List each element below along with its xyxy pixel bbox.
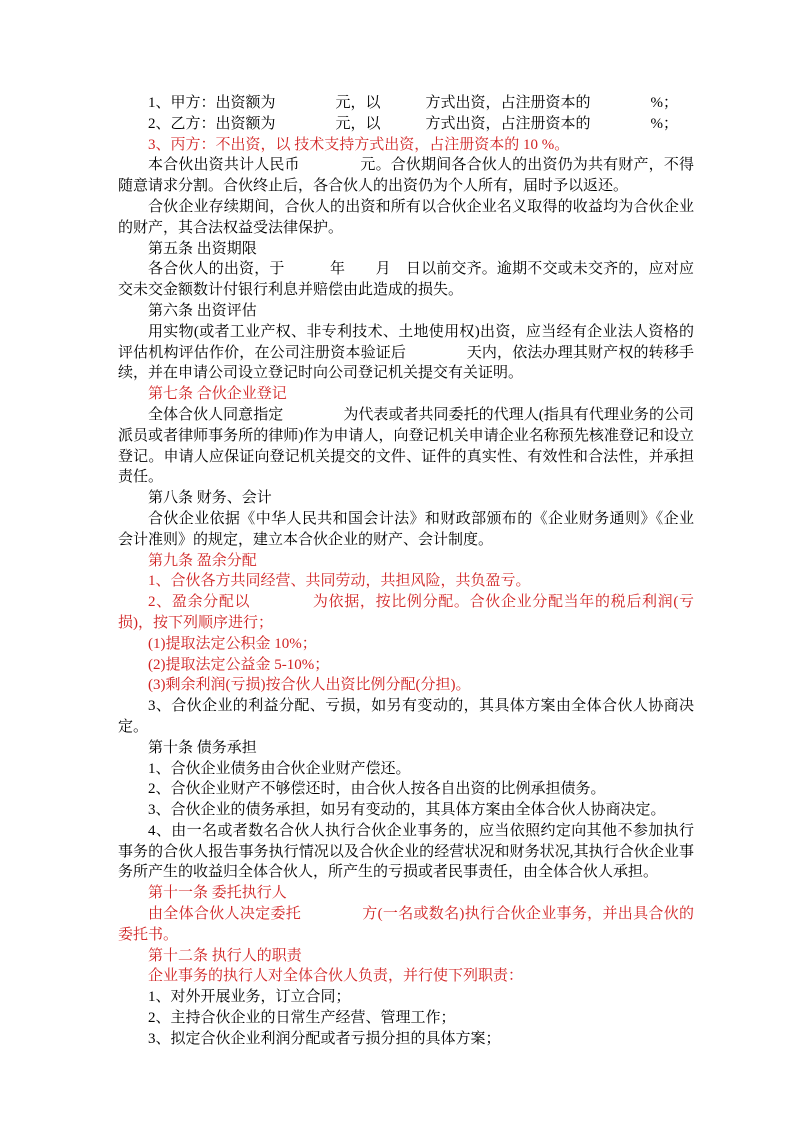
- paragraph: 第九条 盈余分配: [148, 552, 257, 569]
- paragraph: (2)提取法定公益金 5-10%；: [148, 656, 330, 673]
- paragraph: 全体合伙人同意指定 为代表或者共同委托的代理人(指具有代理业务的公司派员或者律师事务所的律师)作为申请人，向登记机关申请企业名称预先核准登记和设立登记。申请人应保证向登记机关提交的文件、证件的真实性、有效性和合法性，并承担责任。: [118, 406, 694, 486]
- paragraph: 由全体合伙人决定委托 方(一名或数名)执行合伙企业事务，并出具合伙的委托书。: [118, 906, 694, 943]
- paragraph: 1、甲方：出资额为 元，以 方式出资，占注册资本的 %；: [148, 95, 678, 111]
- document-body: [118, 93, 694, 1050]
- paragraph: 第十二条 执行人的职责: [148, 947, 302, 964]
- paragraph: 3、丙方：不出资，以 技术支持方式出资，占注册资本的 10 %。: [148, 136, 570, 153]
- paragraph: 各合伙人的出资，于 年 月 日以前交齐。逾期不交或未交齐的，应对应交未交金额数计付银行利息并赔偿由此造成的损失。: [118, 261, 694, 299]
- paragraph: 3、合伙企业的利益分配、亏损，如另有变动的，其具体方案由全体合伙人协商决定。: [118, 698, 694, 735]
- paragraph: 合伙企业存续期间，合伙人的出资和所有以合伙企业名义取得的收益均为合伙企业的财产，其合法权益受法律保护。: [118, 198, 694, 236]
- paragraph: 本合伙出资共计人民币 元。合伙期间各合伙人的出资仍为共有财产，不得随意请求分割。合伙终止后，各合伙人的出资仍为个人所有，届时予以返还。: [118, 157, 694, 195]
- paragraph: 2、主持合伙企业的日常生产经营、管理工作；: [148, 1010, 456, 1027]
- paragraph: 第六条 出资评估: [148, 302, 257, 319]
- paragraph: 2、乙方：出资额为 元，以 方式出资，占注册资本的 %；: [148, 115, 678, 132]
- paragraph: 1、合伙各方共同经营、共同劳动，共担风险，共负盈亏。: [148, 573, 531, 590]
- paragraph: 第十一条 委托执行人: [148, 885, 287, 902]
- paragraph: (1)提取法定公积金 10%；: [148, 635, 317, 652]
- paragraph: 4、由一名或者数名合伙人执行合伙企业事务的，应当依照约定向其他不参加执行事务的合伙人报告事务执行情况以及合伙企业的经营状况和财务状况,其执行合伙企业事务所产生的收益归全体合伙人，所产生的亏损或者民事责任，由全体合伙人承担。: [118, 822, 694, 881]
- paragraph: 1、合伙企业债务由合伙企业财产偿还。: [148, 760, 411, 777]
- paragraph: 第八条 财务、会计: [148, 490, 272, 507]
- paragraph: 第七条 合伙企业登记: [148, 386, 287, 403]
- paragraph: 2、盈余分配以 为依据，按比例分配。合伙企业分配当年的税后利润(亏损)，按下列顺序进行；: [118, 594, 694, 631]
- paragraph: 用实物(或者工业产权、非专利技术、土地使用权)出资，应当经有企业法人资格的评估机构评估作价，在公司注册资本验证后 天内，依法办理其财产权的转移手续，并在申请公司设立登记时向公司登记机关提交有关证明。: [118, 323, 694, 382]
- paragraph: 1、对外开展业务，订立合同；: [148, 989, 351, 1006]
- paragraph: 合伙企业依据《中华人民共和国会计法》和财政部颁布的《企业财务通则》《企业会计准则》的规定，建立本合伙企业的财产、会计制度。: [118, 510, 694, 548]
- paragraph: 第十条 债务承担: [148, 739, 257, 756]
- paragraph: 企业事务的执行人对全体合伙人负责，并行使下列职责：: [148, 968, 524, 985]
- paragraph: 3、拟定合伙企业利润分配或者亏损分担的具体方案；: [148, 1030, 501, 1047]
- paragraph: (3)剩余利润(亏损)按合伙人出资比例分配(分担)。: [148, 677, 471, 694]
- paragraph: 3、合伙企业的债务承担，如另有变动的，其具体方案由全体合伙人协商决定。: [148, 802, 666, 819]
- paragraph: 第五条 出资期限: [148, 240, 257, 257]
- paragraph: 2、合伙企业财产不够偿还时，由合伙人按各自出资的比例承担债务。: [148, 781, 606, 798]
